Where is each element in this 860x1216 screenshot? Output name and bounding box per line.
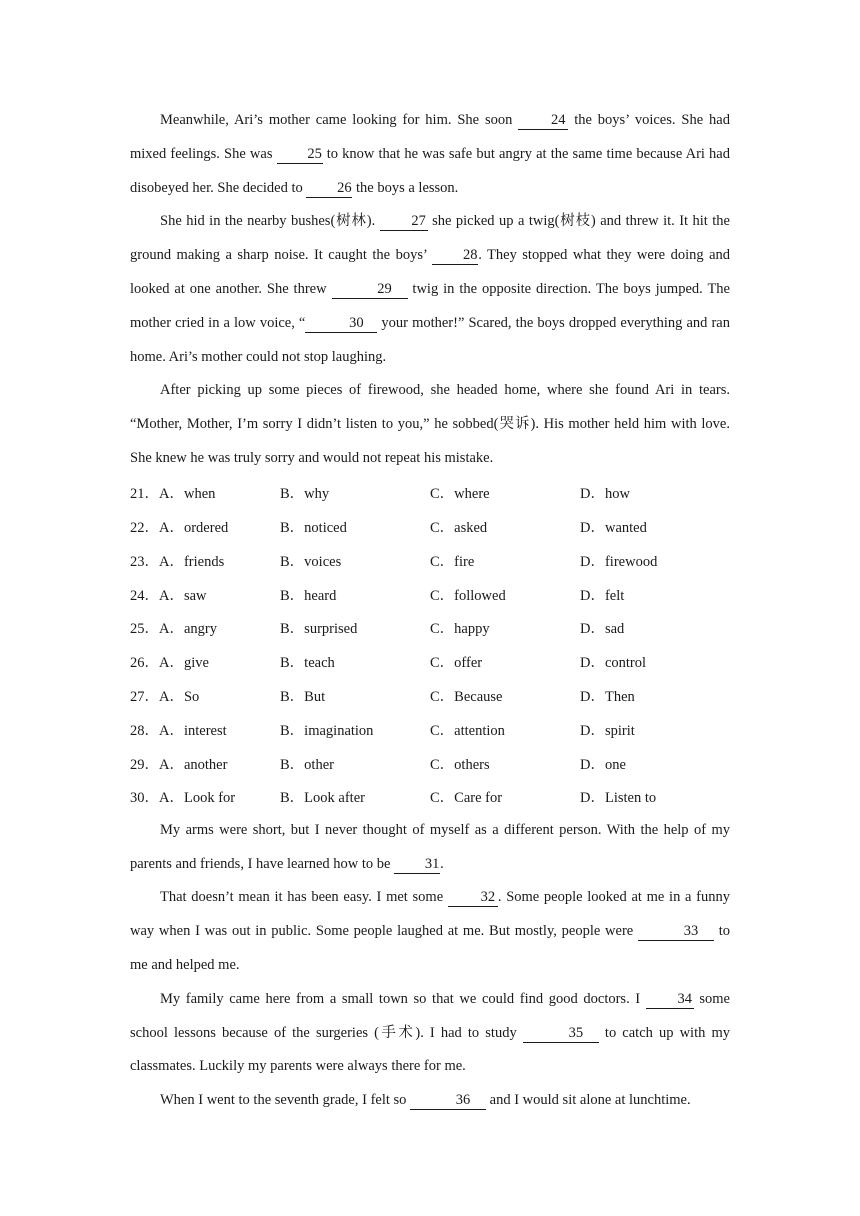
option-a: A．give (159, 655, 209, 672)
option-c: C．others (430, 756, 490, 773)
option-b: B．heard (280, 587, 337, 604)
blank-28: 28 (432, 247, 478, 265)
option-c: C．followed (430, 587, 506, 604)
paragraph: My family came here from a small town so that we could find good doctors. I 34 some school lessons because of the surgeries (手术). I had to study 35 to catch up with my classmates. Luckily my parents were always there for me. (130, 990, 730, 1075)
blank-36: 36 (410, 1092, 486, 1110)
question-row (130, 510, 730, 544)
passage-2 (130, 814, 730, 1118)
question-row (130, 712, 730, 746)
option-b: B．Look after (280, 790, 365, 807)
paragraph: Meanwhile, Ari’s mother came looking for him. She soon 24 the boys’ voices. She had mixed feelings. She was 25 to know that he was safe but angry at the same time because Ari had disobeyed her. She decided to 26 the boys a lesson. (130, 112, 730, 196)
paragraph: My arms were short, but I never thought of myself as a different person. With the help of my parents and friends, I have learned how to be 31. (130, 821, 730, 872)
option-c: C．offer (430, 655, 483, 672)
option-c: C．asked (430, 519, 488, 536)
paragraph: She hid in the nearby bushes(树林). 27 she picked up a twig(树枝) and threw it. It hit the ground making a sharp noise. It caught the boys’ 28. They stopped what they were doing and looked at one another. She threw 29 twig in the opposite direction. The boys jumped. The mother cried in a low voice, “ 30 your mother!” Scared, the boys dropped everything and ran home. Ari’s mother could not stop laughing. (130, 213, 730, 365)
passage-1 (130, 104, 730, 476)
option-d: D．firewood (580, 553, 658, 570)
option-c: C．attention (430, 722, 505, 739)
question-row (130, 679, 730, 713)
question-number: 29． (130, 756, 159, 773)
question-number: 27． (130, 688, 159, 705)
question-number: 22． (130, 519, 159, 536)
option-b: B．other (280, 756, 334, 773)
blank-29: 29 (332, 281, 408, 299)
paragraph: That doesn’t mean it has been easy. I met some 32 . Some people looked at me in a funny way when I was out in public. Some people laughed at me. But mostly, people were 33 to me and helped me. (130, 889, 731, 973)
option-b: B．teach (280, 655, 335, 672)
question-row (130, 611, 730, 645)
blank-30: 30 (305, 315, 377, 333)
option-d: D．how (580, 486, 630, 503)
option-d: D．wanted (580, 519, 647, 536)
option-a: A．friends (159, 553, 225, 570)
option-b: B．why (280, 486, 330, 503)
question-row (130, 543, 730, 577)
option-a: A．another (159, 756, 228, 773)
option-a: A．saw (159, 587, 207, 604)
paragraph: After picking up some pieces of firewood, she headed home, where she found Ari in tears. “Mother, Mother, I’m sorry I didn’t listen to you,” he sobbed(哭诉). His mother held him with love. She knew he was truly sorry and would not repeat his mistake. (130, 382, 730, 466)
question-number: 28． (130, 722, 159, 739)
option-a: A．Look for (159, 790, 236, 807)
blank-26: 26 (306, 180, 352, 198)
option-a: A．interest (159, 722, 227, 739)
option-b: B．noticed (280, 519, 347, 536)
option-a: A．when (159, 486, 216, 503)
option-d: D．Then (580, 688, 635, 705)
question-number: 24． (130, 587, 159, 604)
blank-35: 35 (523, 1025, 599, 1043)
paragraph: When I went to the seventh grade, I felt so 36 and I would sit alone at lunchtime. (160, 1092, 691, 1109)
blank-24: 24 (518, 112, 568, 130)
option-a: A．So (159, 688, 200, 705)
option-d: D．Listen to (580, 790, 657, 807)
option-c: C．where (430, 486, 490, 503)
option-d: D．sad (580, 621, 625, 638)
option-a: A．ordered (159, 519, 229, 536)
document-page (130, 104, 730, 1118)
option-a: A．angry (159, 621, 217, 638)
blank-31: 31 (394, 856, 440, 874)
blank-34: 34 (646, 991, 694, 1009)
question-row (130, 577, 730, 611)
option-d: D．control (580, 655, 647, 672)
option-d: D．one (580, 756, 626, 773)
question-number: 23． (130, 553, 159, 570)
blank-32: 32 (448, 889, 498, 907)
blank-25: 25 (277, 146, 323, 164)
question-number: 30． (130, 790, 159, 807)
option-c: C．Care for (430, 790, 503, 807)
question-row (130, 645, 730, 679)
option-b: B．surprised (280, 621, 358, 638)
option-b: B．voices (280, 553, 342, 570)
option-c: C．fire (430, 553, 475, 570)
blank-33: 33 (638, 923, 714, 941)
option-c: C．happy (430, 621, 490, 638)
question-row (130, 746, 730, 780)
question-row (130, 476, 730, 510)
option-d: D．felt (580, 587, 625, 604)
question-number: 21． (130, 486, 159, 503)
question-row (130, 780, 730, 814)
option-c: C．Because (430, 688, 503, 705)
option-b: B．But (280, 688, 326, 705)
options-list (130, 476, 730, 814)
option-b: B．imagination (280, 722, 374, 739)
option-d: D．spirit (580, 722, 635, 739)
blank-27: 27 (380, 213, 428, 231)
question-number: 25． (130, 621, 159, 638)
question-number: 26． (130, 655, 159, 672)
